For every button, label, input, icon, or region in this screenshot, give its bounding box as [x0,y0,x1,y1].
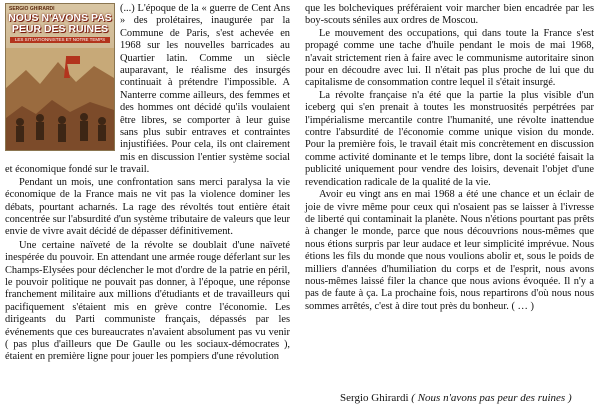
book-cover-image [5,3,115,151]
paragraph: Avoir eu vingt ans en mai 1968 a été une chance et un éclair de joie de vivre même pour ceux qui n'osaient pas se laisser à l'ivresse de liberté qui contaminait la planète. Nous n'étions pourtant pas prêts à changer le monde, parce que nous découvrions nous-mêmes que nous étions surpris par leur audace et leur simplicité imprévue. Nous étions les fils du monde que nous voulions abolir et, sous le poids de milliers d'années d'humiliation du corps et de l'esprit, nous avons nous-mêmes laissé filer la chance que nous avions évoquée. Il n'y a pas de faute à ça. La prochaine fois, nous repartirons d'où nous nous sommes arrêtés, c'est à dire tout près du bonheur. ( … ) [305,189,594,312]
paragraph: Le mouvement des occupations, qui dans toute la France s'est propagé comme une tache d'huile pendant le mois de mai 1968, n'avait strictement rien à faire avec le communisme autoritaire sinon pour en découdre avec lui. Il n'était pas plus proche de lui que du capitalisme de consommation contre lequel il s'était insurgé. [305,27,594,89]
cover-subtitle: LES SITUATIONNISTES ET NOTRE TEMPS [10,37,110,43]
paragraph: que les bolcheviques préféraient voir marcher bien encadrée par les boy-scouts séniles aux ordres de Moscou. [305,3,594,27]
cover-title: NOUS N'AVONS PAS PEUR DES RUINES [8,12,112,35]
cover-illustration [6,48,114,150]
right-column [305,3,594,313]
cover-author: SERGIO GHIRARDI [9,6,55,12]
paragraph: Pendant un mois, une confrontation sans merci paralysa la vie économique de la France mais ne vit pas la violence dominer les débats, pourtant acharnés. La rage des révoltés tout entière était concentrée sur l'absurdité d'un système tributaire de valeurs que leur envie de vivre avait décidé de dépasser définitivement. [5,176,290,238]
signature-book-title: ( Nous n'avons pas peur des ruines ) [411,392,572,404]
paragraph: (...) L'époque de la « guerre de Cent Ans » des prolétaires, inaugurée par la Commune de Paris, s'est achevée en 1968 sur les nouvelles barricades au Quartier latin. Comme un siècle auparavant, le réalisme des insurgés continuait à prétendre l'impossible. A Nanterre comme ailleurs, des femmes et des hommes ont décidé qu'ils voulaient être libres, se comporter à leur guise sans plus subir entraves et contraintes injustifiées. Pour cela, ils ont clairement mis en discussion l'entier système social et économique fondé sur le travail. [5,3,290,176]
paragraph: Une certaine naïveté de la révolte se doublait d'une naïveté inespérée du pouvoir. En attendant une armée rouge déferlant sur les Champs-Elysées pour déclencher le mot d'ordre de la patrie en péril, le pouvoir politique ne pouvait pas donner, à l'époque, une réponse franchement militaire aux millions d'étudiants et de travailleurs qui pacifiquement s'étaient mis en grève contre l'économie. Les dirigeants du Parti communiste français, dépassés par les événements que ces bureaucrates n'avaient absolument pas vu venir ( pas plus d'ailleurs que De Gaulle ou les sociaux-démocrates ), étaient en première ligne pour jouer les pompiers d'une révolution [5,239,290,363]
signature [340,392,572,404]
signature-author: Sergio Ghirardi [340,392,409,404]
left-column [5,3,290,364]
paragraph: La révolte française n'a été que la partie la plus visible d'un iceberg qui s'en prenait à toutes les monstruosités perpétrées par l'impérialisme mercantile contre l'humanité, une révolte inattendue contre l'absurdité de l'économie comme unique vision du monde. Pour la première fois, le travail était mis concrètement en discussion comme activité dominante et le temps libre, dont la société faisait la publicité uniquement pour vendre des loisirs, devenait l'objet d'une revendication radicale de la qualité de la vie. [305,89,594,188]
